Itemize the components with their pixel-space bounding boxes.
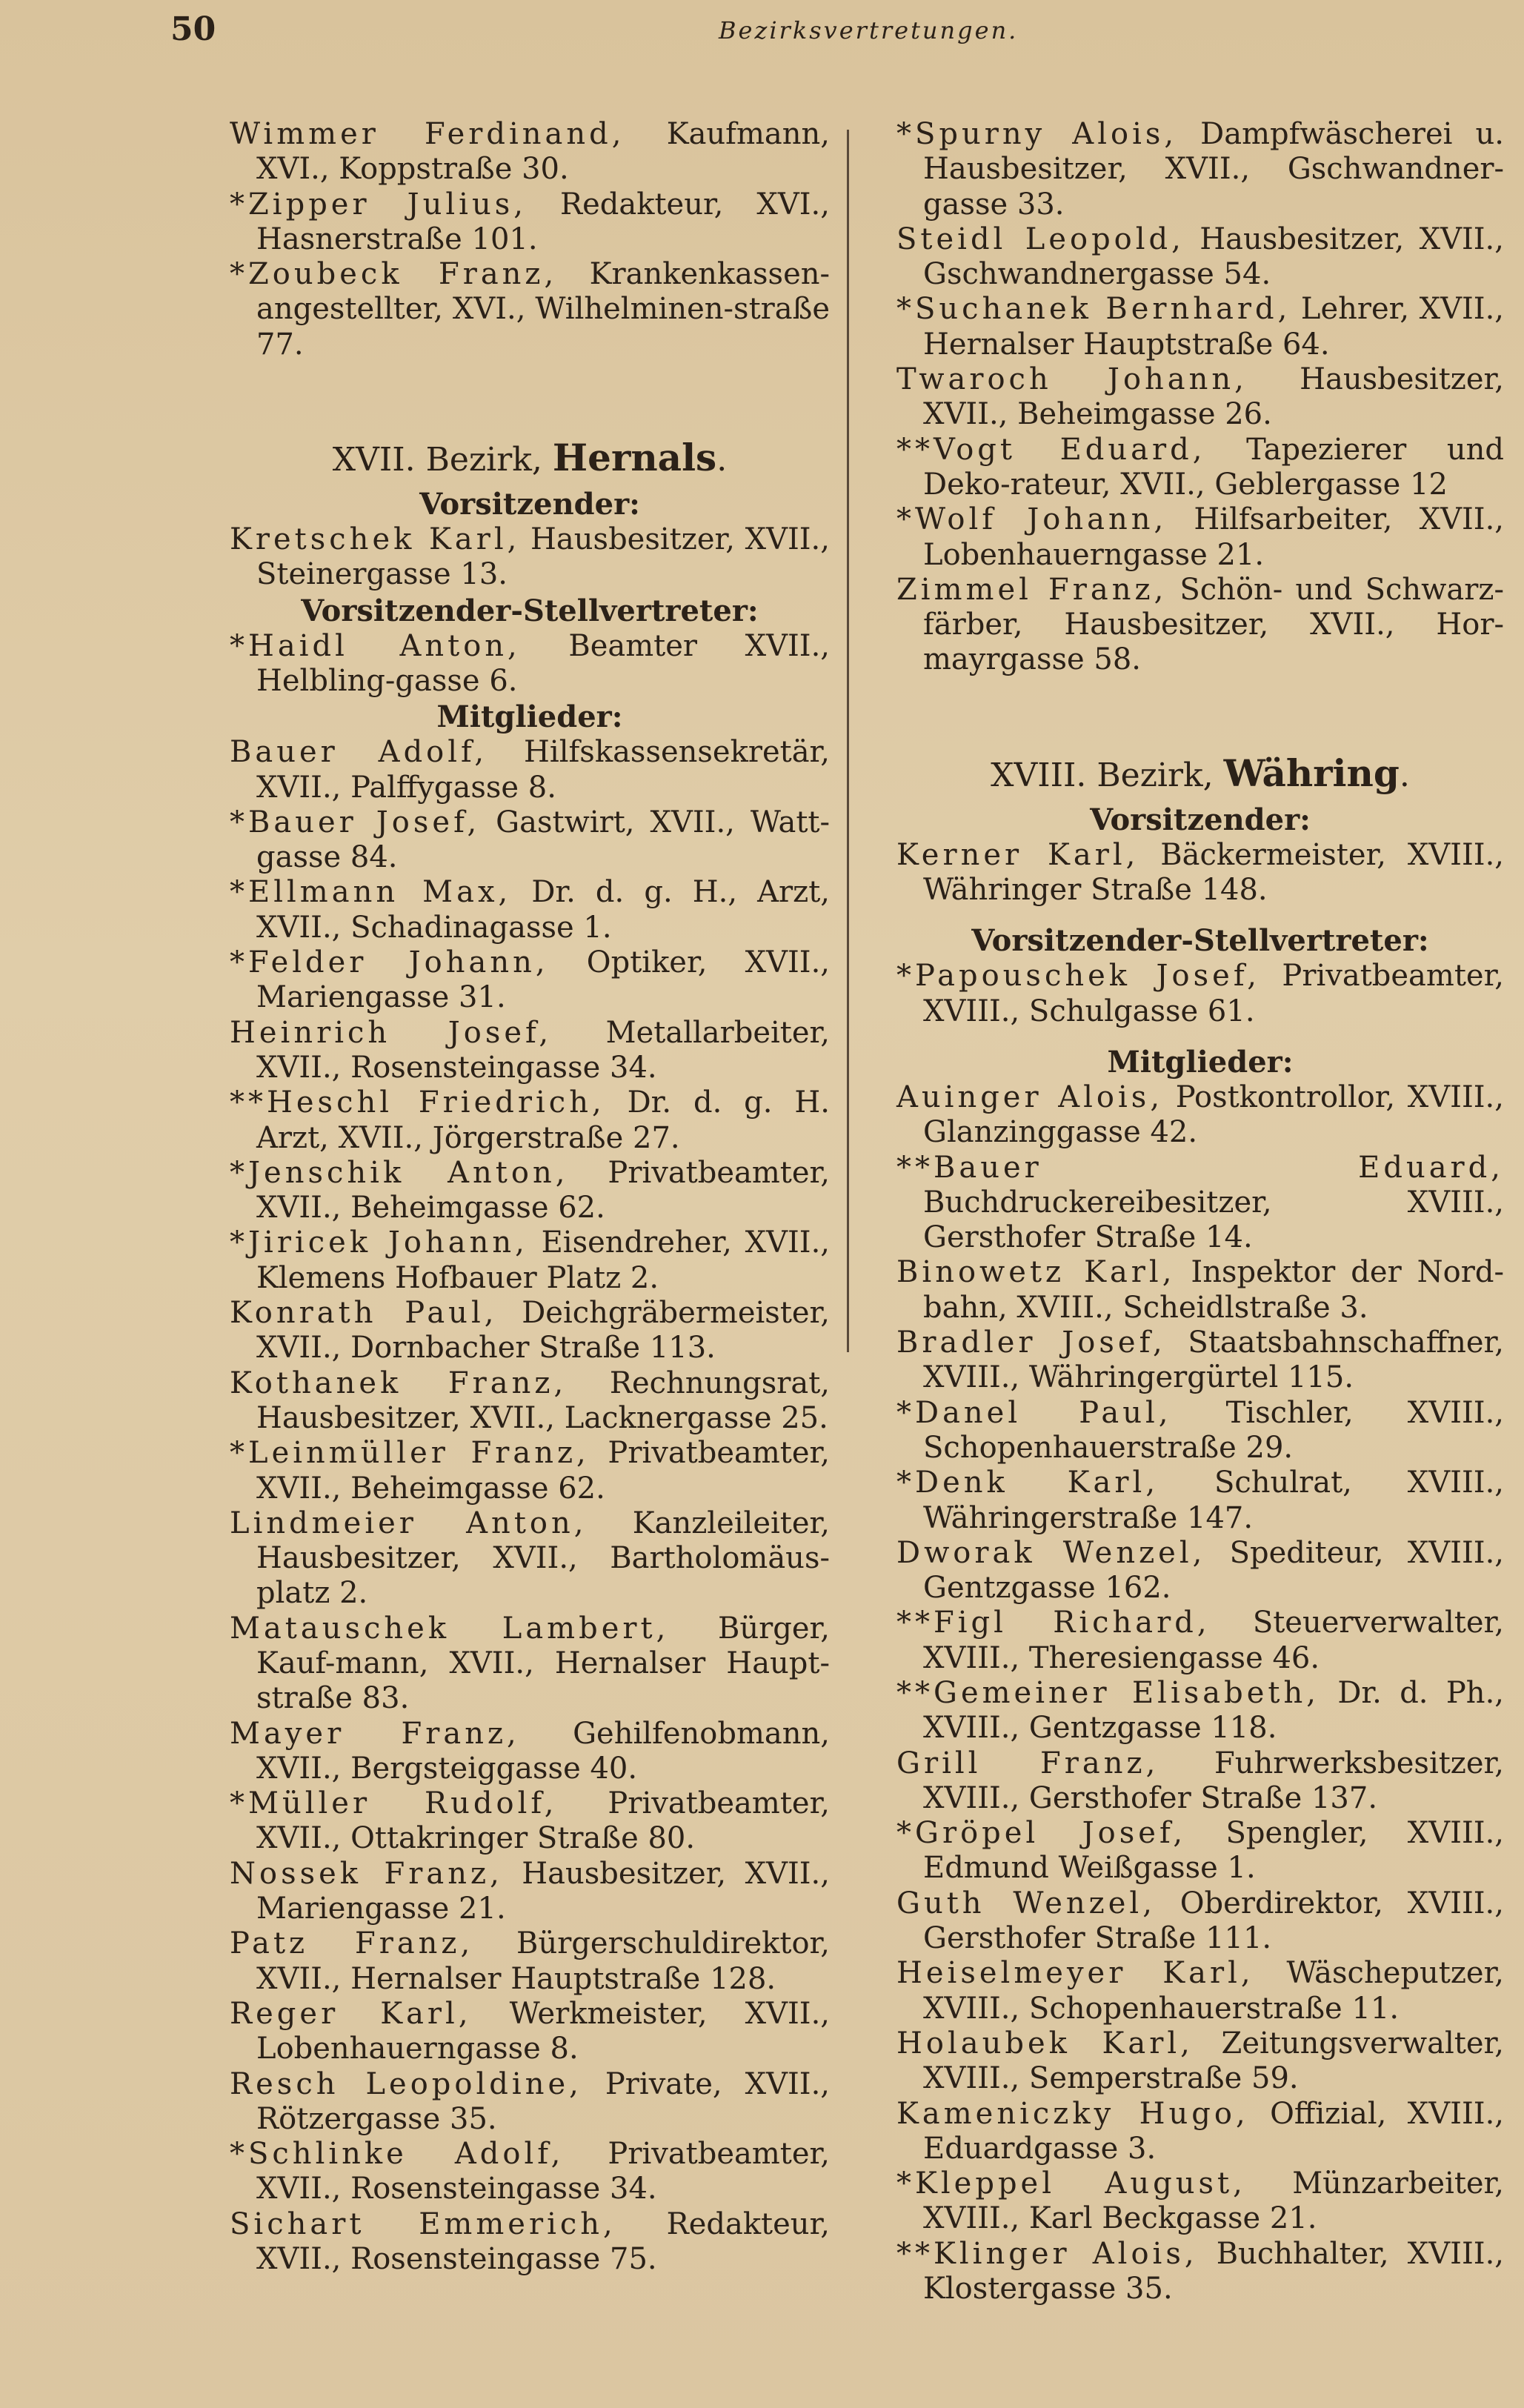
entry-details: Schön- und Schwarz-färber, Hausbesitzer, XVII., Hor-mayrgasse 58. [923, 572, 1504, 677]
entry-details: Tapezierer und Deko-rateur, XVII., Geblergasse 12 [923, 432, 1505, 502]
list-item [896, 433, 1504, 503]
entry-details: Privatbeamter, XVII., Beheimgasse 62. [256, 1155, 830, 1225]
entry-details: Hausbesitzer, XVII., Steinergasse 13. [256, 522, 830, 592]
left-column [230, 117, 830, 2277]
entry-details: Gehilfenobmann, XVII., Bergsteiggasse 40. [256, 1716, 831, 1786]
entry-details: Wäscheputzer, XVIII., Schopenhauerstraße 11. [923, 1956, 1505, 2026]
entry-details: Bäckermeister, XVIII., Währinger Straße 148. [923, 837, 1505, 908]
list-item [230, 1366, 830, 1437]
list-item [230, 187, 830, 258]
spacer [230, 362, 830, 432]
entry-details: Gastwirt, XVII., Watt-gasse 84. [256, 805, 831, 875]
list-item [896, 222, 1504, 293]
entry-details: Private, XVII., Rötzergasse 35. [256, 2066, 830, 2136]
list-item [230, 2137, 830, 2207]
entry-details: Dr. d. Ph., XVIII., Gentzgasse 118. [923, 1675, 1504, 1746]
entry-details: Krankenkassen-angestellter, XVI., Wilhelminen-straße 77. [256, 257, 831, 362]
entry-details: Werkmeister, XVII., Lobenhauerngasse 8. [256, 1996, 831, 2066]
deputy-heading: Vorsitzender-Stellvertreter: [971, 923, 1429, 959]
entry-details: Buchdruckereibesitzer, XVIII., Gersthofer Straße 14. [923, 1185, 1504, 1255]
list-item [230, 1612, 830, 1717]
list-item [896, 1886, 1504, 1957]
district-title-xviii [896, 748, 1504, 802]
entry-name: Kameniczky Hugo, [896, 2096, 1249, 2131]
list-item [230, 1857, 830, 1927]
entry-name: *Felder Johann, [230, 945, 549, 980]
entry-name: *Bauer Josef, [230, 805, 481, 839]
running-title: Bezirksvertretungen. [719, 16, 1019, 44]
list-item [230, 117, 830, 187]
entry-name: **Klinger Alois, [896, 2236, 1198, 2271]
entry-name: Matauschek Lambert, [230, 1611, 670, 1646]
entry-details: Offizial, XVIII., Eduardgasse 3. [923, 2096, 1505, 2166]
entry-name: *Denk Karl, [896, 1466, 1159, 1500]
list-item [230, 805, 830, 876]
list-item [230, 1436, 830, 1506]
district-title-suffix: . [716, 441, 728, 479]
list-item [896, 1606, 1504, 1676]
list-item [896, 1956, 1504, 2026]
entry-name: **Heschl Friedrich, [230, 1085, 605, 1120]
list-item [896, 2166, 1504, 2237]
entry-details: Hausbesitzer, XVII., Beheimgasse 26. [923, 362, 1504, 432]
entry-name: Steidl Leopold, [896, 222, 1185, 256]
entry-name: *Müller Rudolf, [230, 1786, 558, 1821]
deputy-heading: Vorsitzender-Stellvertreter: [301, 593, 759, 628]
list-item [896, 1326, 1504, 1396]
entry-details: Spediteur, XVIII., Gentzgasse 162. [923, 1535, 1505, 1606]
entry-name: *Jenschik Anton, [230, 1155, 569, 1190]
entry-details: Steuerverwalter, XVIII., Theresiengasse 46. [923, 1606, 1504, 1675]
entry-details: Bürger, Kauf-mann, XVII., Hernalser Haupt-straße 83. [256, 1611, 830, 1716]
entry-details: Privatbeamter, XVII., Rosensteingasse 34. [256, 2137, 830, 2206]
entry-details: Optiker, XVII., Mariengasse 31. [256, 945, 831, 1015]
list-item [230, 1926, 830, 1997]
list-item [896, 1080, 1504, 1151]
entry-details: Postkontrollor, XVIII., Glanzinggasse 42. [923, 1080, 1504, 1150]
list-item [230, 1997, 830, 2067]
entry-name: Auinger Alois, [896, 1080, 1164, 1114]
list-item [230, 1225, 830, 1296]
members-heading: Mitglieder: [1107, 1044, 1294, 1080]
members-list [896, 1080, 1504, 2306]
entry-name: Grill Franz, [896, 1746, 1159, 1780]
entry-details: Eisendreher, XVII., Klemens Hofbauer Platz 2. [256, 1225, 831, 1295]
entry-name: Mayer Franz, [230, 1716, 520, 1751]
district-name: Hernals [552, 436, 717, 480]
right-column [896, 117, 1504, 2306]
entry-details: Tischler, XVIII., Schopenhauerstraße 29. [923, 1395, 1505, 1465]
entry-details: Kanzleileiter, Hausbesitzer, XVII., Bartholomäus-platz 2. [256, 1506, 830, 1611]
entry-name: Zimmel Franz, [896, 572, 1168, 607]
list-item [896, 1396, 1504, 1466]
entry-details: Privatbeamter, XVIII., Schulgasse 61. [923, 959, 1505, 1028]
list-item [230, 2067, 830, 2138]
entry-details: Dr. d. g. H. Arzt, XVII., Jörgerstraße 27. [256, 1085, 830, 1155]
entry-name: *Leinmüller Franz, [230, 1436, 590, 1471]
entry-details: Hilfskassensekretär, XVII., Palffygasse 8. [256, 735, 830, 805]
list-item [896, 117, 1504, 222]
entry-name: *Jiricek Johann, [230, 1225, 528, 1260]
column-divider [847, 130, 849, 1352]
list-item [230, 2207, 830, 2278]
entry-details: Beamter XVII., Helbling-gasse 6. [256, 628, 830, 698]
entry-name: *Gröpel Josef, [896, 1816, 1187, 1851]
entry-details: Münzarbeiter, XVIII., Karl Beckgasse 21. [923, 2166, 1504, 2236]
entry-name: Patz Franz, [230, 1926, 474, 1961]
entry-details: Zeitungsverwalter, XVIII., Semperstraße 59. [923, 2026, 1504, 2096]
entry-name: *Zoubeck Franz, [230, 257, 558, 292]
entry-details: Hilfsarbeiter, XVII., Lobenhauerngasse 21. [923, 502, 1505, 572]
list-item [896, 502, 1504, 573]
entry-name: Guth Wenzel, [896, 1886, 1156, 1920]
entry-details: Buchhalter, XVIII., Klostergasse 35. [923, 2236, 1504, 2306]
entry-name: Twaroch Johann, [896, 362, 1248, 397]
district-name: Währing [1223, 751, 1400, 795]
entry-name: Bradler Josef, [896, 1326, 1166, 1360]
list-item [896, 2026, 1504, 2097]
entry-name: Resch Leopoldine, [230, 2066, 582, 2101]
list-item [230, 1506, 830, 1612]
list-item [230, 735, 830, 805]
entry-name: *Kleppel August, [896, 2166, 1246, 2201]
list-item [230, 1085, 830, 1156]
page-number: 50 [170, 10, 216, 48]
entry-name: Kerner Karl, [896, 837, 1139, 872]
entry-name: Bauer Adolf, [230, 735, 488, 770]
entry-name: **Figl Richard, [896, 1606, 1211, 1640]
district-title-suffix: . [1399, 756, 1410, 794]
deputy-entry [230, 629, 830, 699]
entry-details: Schulrat, XVIII., Währingerstraße 147. [923, 1466, 1504, 1535]
entry-details: Redakteur, XVI., Hasnerstraße 101. [256, 187, 830, 256]
chairman-heading: Vorsitzender: [1090, 802, 1311, 837]
list-item [896, 2237, 1504, 2307]
entry-name: *Suchanek Bernhard, [896, 292, 1291, 327]
list-item [896, 1816, 1504, 1886]
list-item [230, 875, 830, 945]
district-title-xvii [230, 432, 830, 486]
entry-details: Rechnungsrat, Hausbesitzer, XVII., Lacknergasse 25. [256, 1366, 830, 1435]
entry-name: *Spurny Alois, [896, 117, 1178, 151]
entry-name: **Bauer Eduard, [896, 1150, 1504, 1185]
list-item [230, 1786, 830, 1857]
entry-name: Nossek Franz, [230, 1856, 503, 1891]
entry-name: Lindmeier Anton, [230, 1506, 588, 1540]
chairman-heading: Vorsitzender: [419, 487, 640, 522]
entry-details: Redakteur, XVII., Rosensteingasse 75. [256, 2206, 831, 2277]
entry-details: Staatsbahnschaffner, XVIII., Währingergürtel 115. [923, 1326, 1504, 1395]
entry-details: Kaufmann, XVI., Koppstraße 30. [256, 117, 830, 187]
right-top-entries [896, 117, 1504, 678]
entry-details: Fuhrwerksbesitzer, XVIII., Gersthofer Straße 137. [923, 1746, 1504, 1815]
entry-details: Dr. d. g. H., Arzt, XVII., Schadinagasse 1. [256, 875, 830, 945]
entry-name: Heinrich Josef, [230, 1015, 553, 1050]
list-item [230, 1717, 830, 1787]
entry-name: *Haidl Anton, [230, 628, 521, 663]
list-item [896, 1466, 1504, 1536]
list-item [896, 292, 1504, 362]
entry-name: Sichart Emmerich, [230, 2206, 616, 2241]
list-item [230, 257, 830, 362]
entry-details: Bürgerschuldirektor, XVII., Hernalser Hauptstraße 128. [256, 1926, 830, 1996]
entry-name: *Ellmann Max, [230, 875, 512, 910]
entry-name: Dworak Wenzel, [896, 1535, 1206, 1570]
entry-details: Dampfwäscherei u. Hausbesitzer, XVII., Gschwandner-gasse 33. [923, 117, 1504, 222]
list-item [230, 945, 830, 1016]
spacer [896, 1029, 1504, 1044]
entry-name: Kretschek Karl, [230, 522, 521, 557]
entry-details: Hausbesitzer, XVII., Mariengasse 21. [256, 1856, 830, 1926]
list-item [896, 1746, 1504, 1817]
list-item [896, 1255, 1504, 1326]
entry-details: Metallarbeiter, XVII., Rosensteingasse 34. [256, 1015, 830, 1085]
list-item [896, 2097, 1504, 2167]
deputy-entry [896, 959, 1504, 1029]
page-header [170, 10, 1465, 55]
entry-name: Wimmer Ferdinand, [230, 117, 625, 151]
entry-name: *Wolf Johann, [896, 502, 1168, 537]
entry-name: Holaubek Karl, [896, 2026, 1194, 2061]
district-number: XVIII. Bezirk, [991, 756, 1214, 794]
list-item [896, 1151, 1504, 1256]
list-item [230, 1016, 830, 1086]
entry-name: *Papouschek Josef, [896, 959, 1260, 994]
spacer [896, 908, 1504, 922]
entry-details: Deichgräbermeister, XVII., Dornbacher Straße 113. [256, 1296, 830, 1366]
left-top-entries [230, 117, 830, 362]
entry-name: Binowetz Karl, [896, 1255, 1176, 1290]
entry-name: **Vogt Eduard, [896, 432, 1206, 467]
entry-name: Heiselmeyer Karl, [896, 1956, 1254, 1991]
list-item [896, 573, 1504, 678]
list-item [896, 1536, 1504, 1606]
entry-details: Hausbesitzer, XVII., Gschwandnergasse 54. [923, 222, 1504, 292]
chairman-entry [230, 522, 830, 593]
chairman-entry [896, 838, 1504, 908]
members-list [230, 735, 830, 2277]
entry-name: **Gemeiner Elisabeth, [896, 1675, 1320, 1710]
entry-name: *Danel Paul, [896, 1395, 1172, 1430]
list-item [896, 1676, 1504, 1746]
entry-details: Privatbeamter, XVII., Ottakringer Straße 80. [256, 1786, 831, 1856]
entry-name: Kothanek Franz, [230, 1366, 568, 1400]
entry-details: Spengler, XVIII., Edmund Weißgasse 1. [923, 1816, 1504, 1886]
district-number: XVII. Bezirk, [332, 441, 542, 479]
list-item [896, 362, 1504, 433]
list-item [230, 1296, 830, 1366]
entry-details: Privatbeamter, XVII., Beheimgasse 62. [256, 1436, 830, 1506]
entry-details: Oberdirektor, XVIII., Gersthofer Straße 111. [923, 1886, 1504, 1956]
entry-name: *Schlinke Adolf, [230, 2137, 565, 2172]
entry-details: Inspektor der Nord-bahn, XVIII., Scheidlstraße 3. [923, 1255, 1504, 1325]
members-heading: Mitglieder: [436, 699, 623, 735]
entry-name: Reger Karl, [230, 1996, 472, 2031]
list-item [230, 1156, 830, 1226]
spacer [896, 678, 1504, 748]
entry-details: Lehrer, XVII., Hernalser Hauptstraße 64. [923, 292, 1505, 362]
entry-name: Konrath Paul, [230, 1296, 498, 1331]
entry-name: *Zipper Julius, [230, 187, 527, 222]
